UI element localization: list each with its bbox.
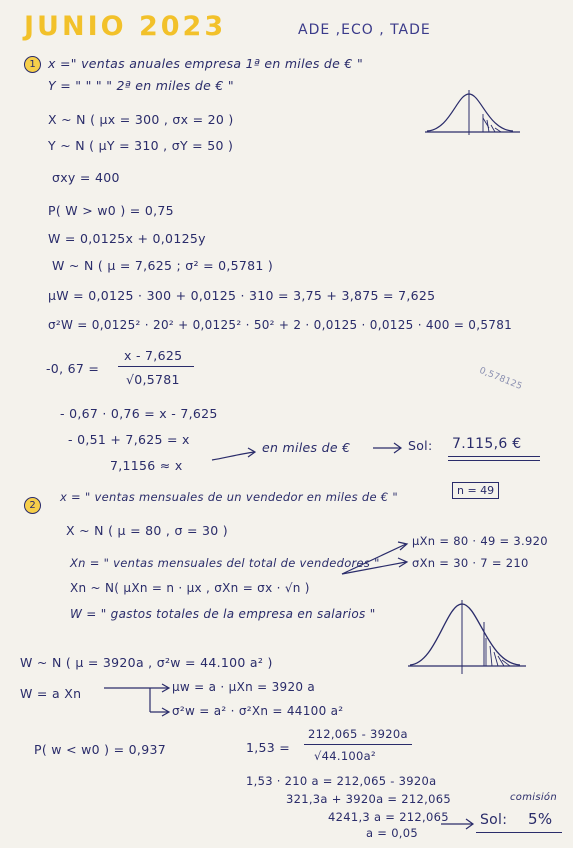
p1-step-1: - 0,67 · 0,76 = x - 7,625 [60,406,218,421]
arrow-right-icon [372,442,404,454]
p2-sample-size-box: n = 49 [452,482,499,499]
p1-units-note: en miles de € [262,440,351,455]
p1-step-3: 7,1156 ≈ x [110,458,183,473]
p1-side-note: 0,578125 [477,365,524,393]
p1-probability: P( W > w0 ) = 0,75 [48,203,174,218]
p2-solution-value: 5% [528,810,553,828]
p1-def-y: Y = " " " " 2ª en miles de € " [48,78,234,93]
p2-def-x: x = " ventas mensuales de un vendedor en miles de € " [60,490,398,504]
p2-step-1: 1,53 · 210 a = 212,065 - 3920a [246,774,437,788]
p2-solution-underline [476,832,562,833]
p2-w-definition: W = " gastos totales de la empresa en salarios " [70,607,376,621]
p2-solution-label: Sol: [480,812,508,828]
p1-def-x: x =" ventas anuales empresa 1ª en miles de € " [48,56,363,71]
bracket-arrows-icon [340,540,410,580]
p1-z-lhs: -0, 67 = [46,361,100,376]
p2-variance-w: σ²w = a² · σ²Xn = 44100 a² [172,704,344,718]
p1-step-2: - 0,51 + 7,625 = x [68,432,190,447]
p1-z-denominator: √0,5781 [126,372,180,387]
p2-step-2: 321,3a + 3920a = 212,065 [286,792,451,806]
page-title: JUNIO 2023 [24,11,227,42]
p1-solution-underline-2 [448,460,540,461]
p2-mean-w: μw = a · μXn = 3920 a [172,680,316,694]
split-arrow-icon [104,680,172,720]
p2-fraction-bar [304,744,412,745]
p2-xn-definition: Xn = " ventas mensuales del total de vendedores " [70,556,380,570]
p2-z-lhs: 1,53 = [246,740,291,755]
p2-probability: P( w < w0 ) = 0,937 [34,742,166,757]
arrow-right-icon [210,446,258,464]
p1-solution-underline-1 [448,456,540,457]
page-subtitle: ADE ,ECO , TADE [298,22,431,38]
p1-solution-value: 7.115,6 € [452,436,522,452]
p2-dist-x: X ~ N ( μ = 80 , σ = 30 ) [66,523,228,538]
p2-sd-xn: σXn = 30 · 7 = 210 [412,556,529,570]
problem-1-number: 1 [24,56,41,73]
p1-w-distribution: W ~ N ( μ = 7,625 ; σ² = 0,5781 ) [52,258,274,273]
p1-fraction-bar [118,366,194,367]
p1-z-numerator: x - 7,625 [124,348,183,363]
p2-z-denominator: √44.100a² [314,749,376,763]
p1-w-definition: W = 0,0125x + 0,0125y [48,231,206,246]
p2-w-equation: W = a Xn [20,686,82,701]
p2-step-3: 4241,3 a = 212,065 [328,810,449,824]
normal-curve-sketch-2 [408,598,526,676]
p2-mean-xn: μXn = 80 · 49 = 3.920 [412,534,548,548]
p1-covariance: σxy = 400 [52,170,120,185]
p2-commission-label: comisión [510,792,557,803]
arrow-right-icon [440,818,476,830]
p1-dist-x: X ~ N ( μx = 300 , σx = 20 ) [48,112,234,127]
p2-w-distribution: W ~ N ( μ = 3920a , σ²w = 44.100 a² ) [20,655,273,670]
p1-mean-w: μW = 0,0125 · 300 + 0,0125 · 310 = 3,75 + 3,875 = 7,625 [48,288,436,303]
normal-curve-sketch-1 [425,88,520,138]
p2-step-4: a = 0,05 [366,826,418,840]
p1-dist-y: Y ~ N ( μY = 310 , σY = 50 ) [48,138,234,153]
p2-xn-distribution: Xn ~ N( μXn = n · μx , σXn = σx · √n ) [70,581,310,595]
problem-2-number: 2 [24,497,41,514]
p2-z-numerator: 212,065 - 3920a [308,727,408,741]
p1-variance-w: σ²W = 0,0125² · 20² + 0,0125² · 50² + 2 · 0,0125 · 0,0125 · 400 = 0,5781 [48,318,513,332]
p1-solution-label: Sol: [408,438,433,453]
